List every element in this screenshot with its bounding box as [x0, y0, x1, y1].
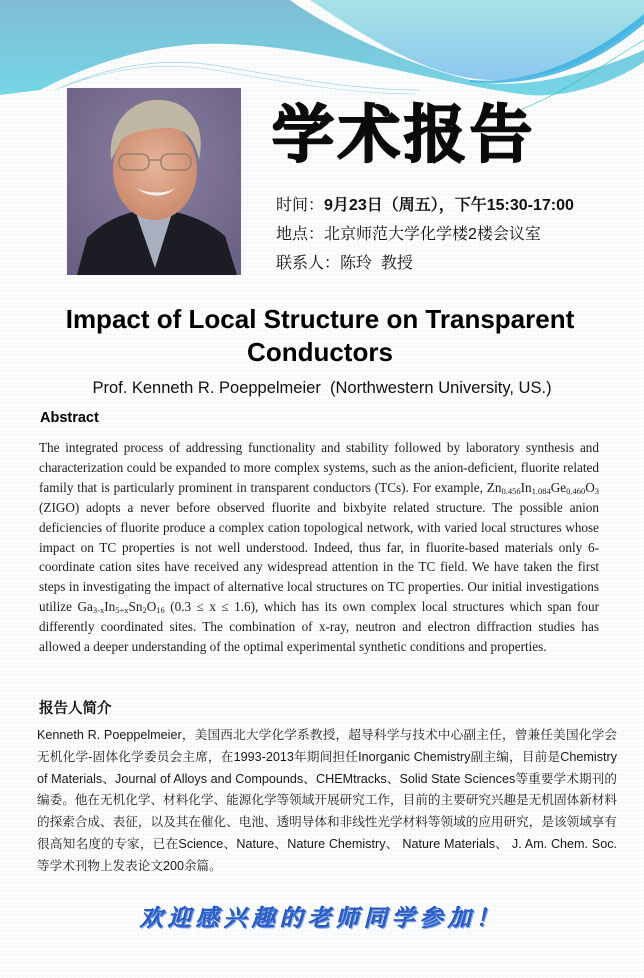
event-title: 学术报告	[272, 98, 537, 171]
formula-zigo	[487, 480, 599, 495]
abstract-part-2: (ZIGO) adopts a never before observed fluorite and bixbyite related structure. The possible anion deficiencies of fluorite produce a complex cation topological network, with varied local structures whose impact on TC properties is not well understood. Indeed, thus far, in fluorite-based materials only 6-coordinate cation sites have received any widespread attention in the TC field. We have taken the first steps in investigating the impact of alternative local structures on TC properties. Our initial investigations utilize	[39, 499, 599, 615]
formula-element: O	[146, 599, 157, 615]
formula-element: Sn	[128, 599, 143, 615]
talk-title: Impact of Local Structure on Transparent Conductors	[65, 304, 575, 367]
time-value: 9月23日（周五），下午15:30-17:00	[324, 197, 574, 214]
bio-heading: 报告人简介	[39, 701, 112, 717]
formula-gisto	[77, 599, 164, 614]
contact-value: 陈玲 教授	[340, 255, 413, 272]
time-label: 时间：	[276, 197, 325, 214]
formula-element: In	[520, 479, 532, 495]
bio-text: Kenneth R. Poeppelmeier，美国西北大学化学系教授，超导科学与技术中心副主任，曾兼任美国化学会无机化学-固体化学委员会主席，在1993-2013年期间担任Inorganic Chemistry副主编，目前是Chemistry of Materials、Journal of Alloys and Compounds、CHEMtracks、Solid State Sciences等重要学术期刊的编委。他在无机化学、材料化学、能源化学等领域开展研究工作，目前的主要研究兴趣是无机固体新材料的探索合成、表征，以及其在催化、电池、透明导体和非线性光学材料等领域的应用研究，是该领域享有很高知名度的专家，已在Science、Nature、Nature Chemistry、 Nature Materials、 J. Am. Chem. Soc.等学术刊物上发表论文200余篇。	[37, 728, 617, 873]
formula-subscript: 2	[142, 605, 147, 616]
contact-row	[276, 253, 574, 282]
formula-element: Zn	[486, 479, 502, 495]
abstract-text	[39, 438, 599, 657]
formula-element: Ge	[550, 479, 567, 495]
abstract-heading: Abstract	[40, 410, 99, 426]
formula-subscript: 1.084	[531, 485, 551, 496]
wave-line	[60, 62, 420, 90]
formula-subscript: 0.460	[566, 485, 586, 496]
formula-subscript: 5+x	[115, 605, 129, 616]
place-label: 地点：	[276, 226, 325, 243]
place-row	[276, 224, 574, 253]
speaker-name: Prof. Kenneth R. Poeppelmeier (Northwestern University, US.)	[92, 379, 552, 397]
formula-element: O	[585, 479, 595, 495]
place-value: 北京师范大学化学楼2楼会议室	[324, 226, 541, 243]
contact-label: 联系人：	[276, 255, 341, 272]
abstract-part-3: (0.3 ≤ x ≤ 1.6), which has its own complex local structures which span four differently coordinated sites. The combination of x-ray, neutron and electron diffraction studies has allowed a deeper understanding of the optimal experimental synthetic conditions and properties.	[39, 599, 599, 655]
formula-subscript: 0.456	[501, 485, 521, 496]
abstract-part-1: The integrated process of addressing functionality and stability followed by laboratory synthesis and characterization could be expanded to more complex systems, such as the anion-deficient, fluorite related family that is particularly prominent in transparent conductors (TCs). For example,	[39, 440, 599, 495]
event-info	[276, 195, 574, 282]
speaker-photo	[67, 88, 241, 275]
time-row	[276, 195, 574, 224]
formula-subscript: 3-x	[92, 605, 105, 616]
formula-element: In	[104, 599, 116, 615]
formula-element: Ga	[77, 599, 93, 615]
formula-subscript: 16	[156, 605, 165, 616]
formula-subscript: 3	[594, 485, 599, 496]
welcome-banner: 欢迎感兴趣的老师同学参加！	[140, 905, 504, 932]
